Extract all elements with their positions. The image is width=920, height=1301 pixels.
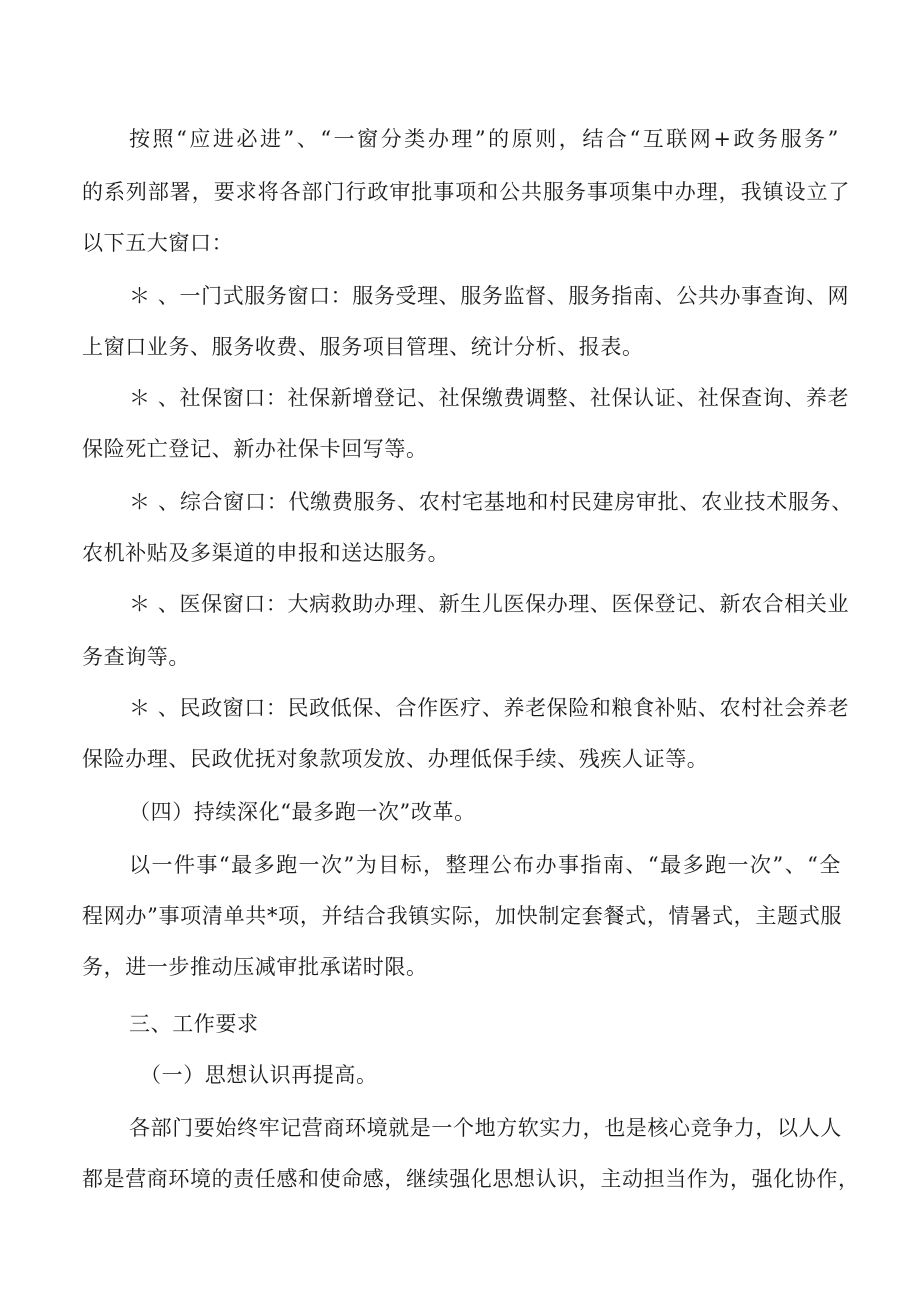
para-2-line-3: 务，进一步推动压减审批承诺时限。 [82,955,428,979]
list-item-2-line-1: ＊ 、社保窗口：社保新增登记、社保缴费调整、社保认证、社保查询、养老 [129,386,850,410]
list-item-3-line-1: ＊ 、综合窗口：代缴费服务、农村宅基地和村民建房审批、农业技术服务、 [129,490,853,514]
para-2-line-1: 以一件事“最多跑一次”为目标，整理公布办事指南、“最多跑一次”、“全 [129,853,841,877]
para-2-line-2: 程网办”事项清单共*项，并结合我镇实际，加快制定套餐式，情暑式，主题式服 [82,904,842,928]
para-1-line-3: 以下五大窗口： [82,231,234,255]
para-3-line-1: 各部门要始终牢记营商环境就是一个地方软实力，也是核心竞争力，以人人 [129,1116,842,1140]
list-item-3-line-2: 农机补贴及多渠道的申报和送达服务。 [82,541,450,565]
para-1-line-1: 按照“应进必进”、“一窗分类办理”的原则，结合“互联网+政务服务” [129,127,839,151]
list-item-1-line-1: ＊ 、一门式服务窗口：服务受理、服务监督、服务指南、公共办事查询、网 [129,284,850,308]
section-heading-3: 三、工作要求 [129,1012,259,1036]
list-item-5-line-1: ＊ 、民政窗口：民政低保、合作医疗、养老保险和粮食补贴、农村社会养老 [129,696,850,720]
list-item-5-line-2: 保险办理、民政优抚对象款项发放、办理低保手续、残疾人证等。 [82,747,709,771]
list-item-4-line-1: ＊ 、医保窗口：大病救助办理、新生儿医保办理、医保登记、新农合相关业 [129,592,850,616]
list-item-2-line-2: 保险死亡登记、新办社保卡回写等。 [82,437,428,461]
para-3-line-2: 都是营商环境的责任感和使命感，继续强化思想认识，主动担当作为，强化协作， [82,1167,860,1191]
subsection-heading-1: （一）思想认识再提高。 [140,1063,378,1087]
list-item-4-line-2: 务查询等。 [82,645,190,669]
para-1-line-2: 的系列部署，要求将各部门行政审批事项和公共服务事项集中办理，我镇设立了 [82,180,850,204]
section-heading-4: （四）持续深化“最多跑一次”改革。 [129,800,476,824]
list-item-1-line-2: 上窗口业务、服务收费、服务项目管理、统计分析、报表。 [82,335,644,359]
